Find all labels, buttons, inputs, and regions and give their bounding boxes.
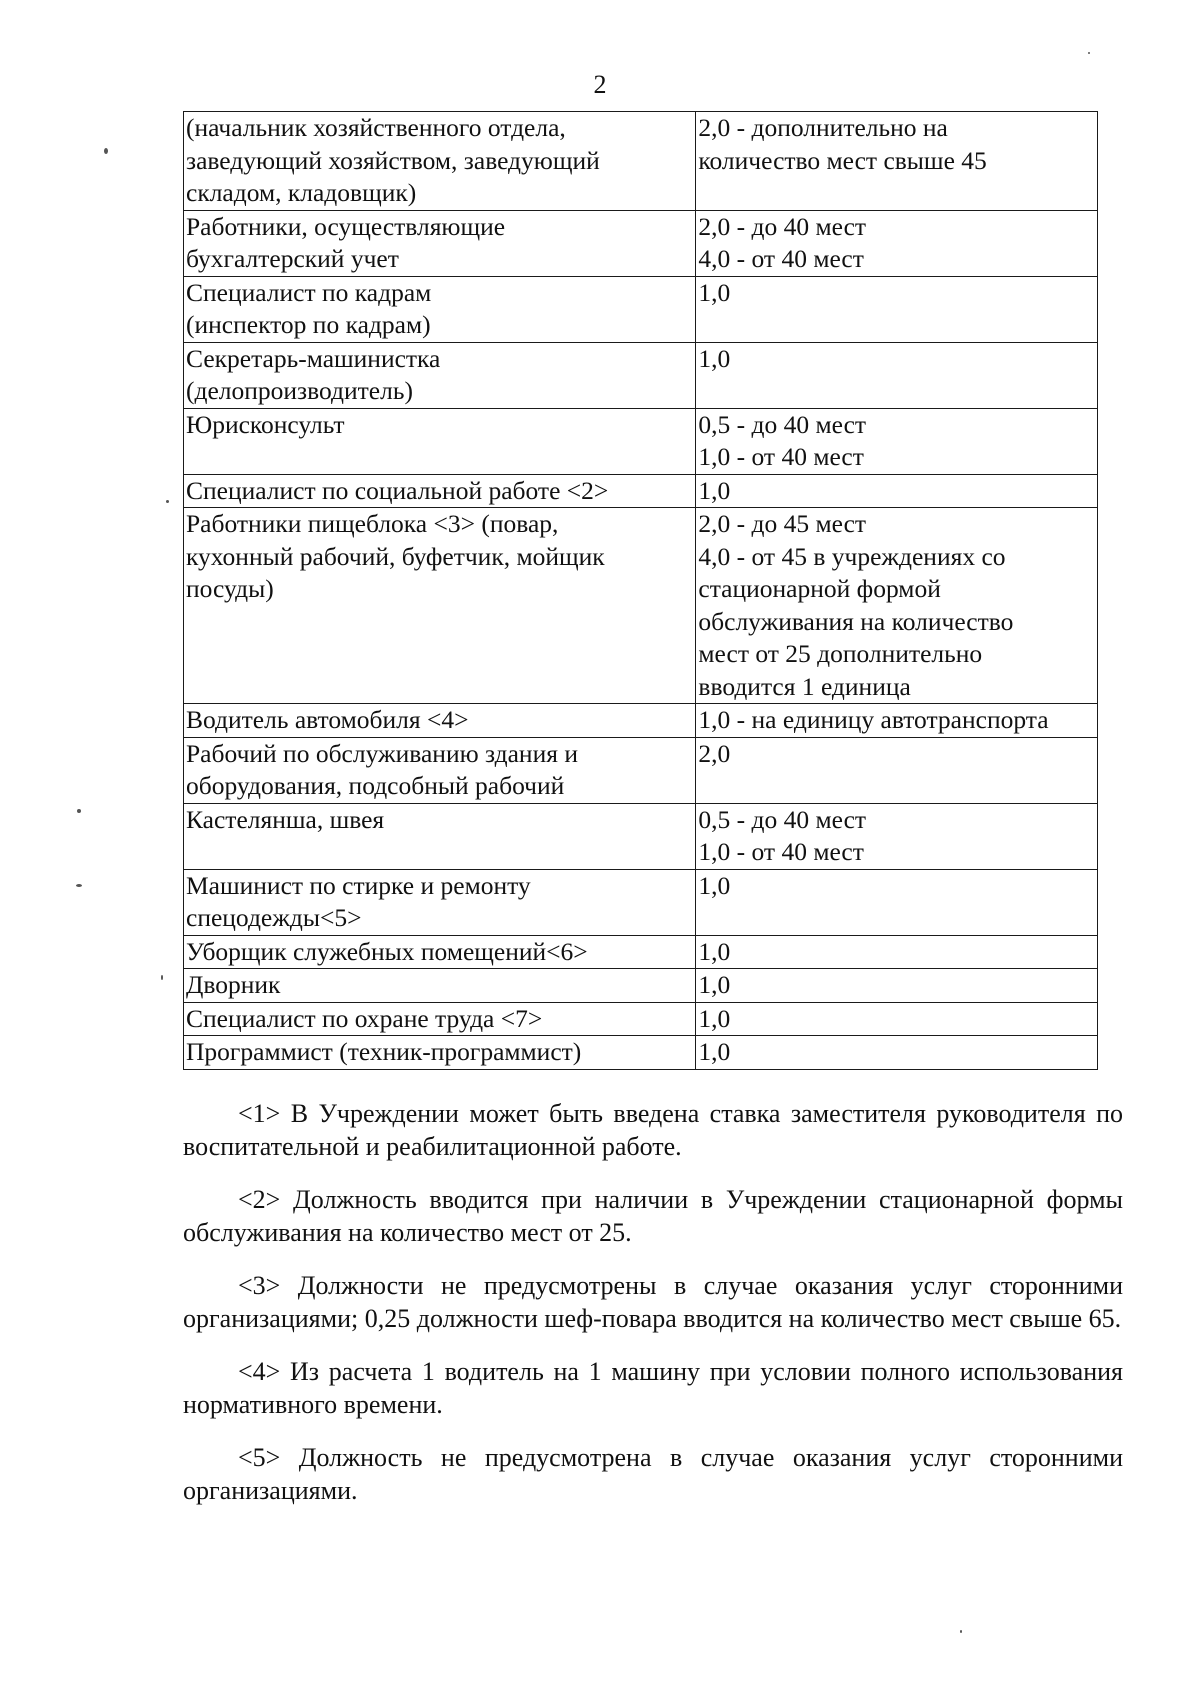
table-row [184, 408, 1098, 474]
norm-line: 1,0 - от 40 мест [698, 837, 864, 866]
norm-line: стационарной формой [698, 574, 941, 603]
table-row [184, 276, 1098, 342]
position-line: Специалист по охране труда <7> [186, 1003, 543, 1033]
norm-line: 1,0 [698, 1003, 731, 1033]
scan-speck [161, 975, 163, 980]
position-cell [184, 935, 696, 969]
scan-speck [76, 884, 82, 887]
table-row [184, 508, 1098, 704]
position-line: Уборщик служебных помещений<6> [186, 936, 588, 966]
norm-line: 1,0 [698, 277, 731, 307]
position-line: Программист (техник-программист) [186, 1037, 582, 1066]
position-line: спецодежды<5> [186, 903, 362, 932]
norm-cell [696, 508, 1098, 704]
position-line: бухгалтерский учет [186, 244, 399, 273]
scan-speck [77, 809, 81, 813]
footnote: <1> В Учреждении может быть введена ставка заместителя руководителя по воспитательной и реабилитационной работе. [183, 1099, 1123, 1161]
scan-speck [166, 500, 169, 503]
table-row [184, 803, 1098, 869]
position-line: Специалист по кадрам [186, 277, 432, 307]
page-number: 2 [593, 70, 607, 99]
table-row [184, 474, 1098, 508]
norm-line: 2,0 [698, 738, 731, 768]
position-cell [184, 737, 696, 803]
position-cell [184, 276, 696, 342]
position-cell [184, 803, 696, 869]
norm-line: 1,0 [698, 343, 731, 373]
footnote: <3> Должности не предусмотрены в случае оказания услуг сторонними организациями; 0,25 должности шеф-повара вводится на количество мест свыше 65. [183, 1271, 1123, 1333]
table-row [184, 342, 1098, 408]
position-cell [184, 112, 696, 211]
position-cell [184, 1002, 696, 1036]
norm-line: количество мест свыше 45 [698, 145, 987, 175]
norm-line: 0,5 - до 40 мест [698, 409, 867, 439]
norm-line: 1,0 - на единицу автотранспорта [698, 705, 1049, 734]
table-row [184, 869, 1098, 935]
norm-cell [696, 1036, 1098, 1070]
position-cell [184, 342, 696, 408]
position-cell [184, 474, 696, 508]
norm-cell [696, 803, 1098, 869]
position-line: Секретарь-машинистка [186, 343, 441, 373]
position-cell [184, 408, 696, 474]
table-row [184, 737, 1098, 803]
scan-speck [1088, 52, 1090, 54]
table-row [184, 1002, 1098, 1036]
table-row [184, 935, 1098, 969]
norm-cell [696, 210, 1098, 276]
table-row [184, 969, 1098, 1003]
table-body [184, 112, 1098, 1070]
norm-line: 1,0 [698, 970, 731, 999]
position-line: Водитель автомобиля <4> [186, 705, 469, 734]
footnotes [183, 1097, 1123, 1527]
position-line: Рабочий по обслуживанию здания и [186, 738, 578, 768]
position-cell [184, 1036, 696, 1070]
staffing-norms-table [183, 111, 1098, 1070]
norm-line: 1,0 - от 40 мест [698, 442, 864, 471]
norm-cell [696, 737, 1098, 803]
position-line: (делопроизводитель) [186, 376, 413, 405]
position-line: кухонный рабочий, буфетчик, мойщик [186, 541, 605, 571]
position-line: Работники, осуществляющие [186, 211, 506, 241]
norm-cell [696, 112, 1098, 211]
norm-line: 1,0 [698, 475, 731, 505]
position-line: (начальник хозяйственного отдела, [186, 113, 566, 142]
norm-cell [696, 935, 1098, 969]
norm-cell [696, 342, 1098, 408]
position-cell [184, 508, 696, 704]
position-line: Дворник [186, 970, 281, 999]
norm-line: 2,0 - дополнительно на [698, 113, 948, 142]
norm-line: 1,0 [698, 870, 731, 900]
position-cell [184, 704, 696, 738]
footnote: <2> Должность вводится при наличии в Учреждении стационарной формы обслуживания на количество мест от 25. [183, 1185, 1123, 1247]
position-line: Кастелянша, швея [186, 804, 385, 834]
norm-line: 1,0 [698, 1037, 731, 1066]
scan-speck [104, 148, 108, 154]
position-line: Работники пищеблока <3> (повар, [186, 509, 559, 538]
footnote: <5> Должность не предусмотрена в случае оказания услуг сторонними организациями. [183, 1443, 1123, 1505]
position-line: (инспектор по кадрам) [186, 310, 431, 339]
norm-line: 0,5 - до 40 мест [698, 804, 867, 834]
norm-cell [696, 276, 1098, 342]
norm-line: 4,0 - от 40 мест [698, 244, 864, 273]
position-line: заведующий хозяйством, заведующий [186, 145, 600, 175]
norm-line: 1,0 [698, 936, 731, 966]
norm-cell [696, 408, 1098, 474]
norm-line: вводится 1 единица [698, 671, 911, 701]
table-row [184, 1036, 1098, 1070]
norm-line: мест от 25 дополнительно [698, 639, 983, 668]
position-line: оборудования, подсобный рабочий [186, 771, 565, 800]
norm-cell [696, 1002, 1098, 1036]
norm-line: 2,0 - до 40 мест [698, 211, 867, 241]
norm-line: 2,0 - до 45 мест [698, 509, 867, 538]
position-line: Машинист по стирке и ремонту [186, 870, 531, 900]
norm-cell [696, 704, 1098, 738]
footnote: <4> Из расчета 1 водитель на 1 машину при условии полного использования нормативного времени. [183, 1357, 1123, 1419]
table-row [184, 112, 1098, 211]
position-cell [184, 869, 696, 935]
position-line: Юрисконсульт [186, 409, 345, 439]
position-cell [184, 210, 696, 276]
position-cell [184, 969, 696, 1003]
position-line: посуды) [186, 574, 274, 603]
norm-cell [696, 969, 1098, 1003]
table-row [184, 704, 1098, 738]
norm-cell [696, 869, 1098, 935]
scan-speck [960, 1630, 962, 1633]
norm-cell [696, 474, 1098, 508]
position-line: складом, кладовщик) [186, 178, 417, 207]
norm-line: обслуживания на количество [698, 606, 1014, 636]
position-line: Специалист по социальной работе <2> [186, 475, 609, 505]
norm-line: 4,0 - от 45 в учреждениях со [698, 541, 1006, 571]
table-row [184, 210, 1098, 276]
